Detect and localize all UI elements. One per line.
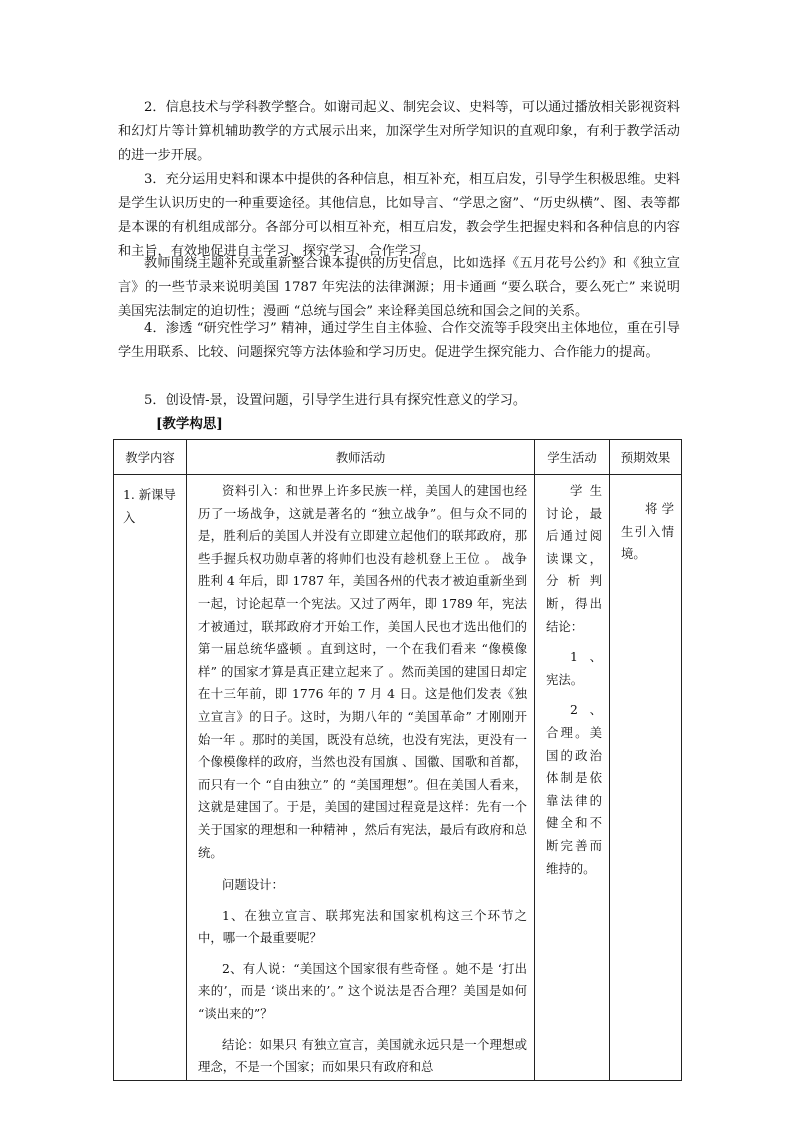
cell-teaching-content: [114, 475, 187, 1081]
conclusion-text: 结论：如果只 有独立宣言，美国就永远只是一个理想或理念，不是一个国家；而如果只有政府和总: [198, 1036, 527, 1075]
header-teaching-content: 教学内容: [114, 440, 187, 475]
teaching-content-text: 1. 新课导入: [123, 487, 176, 525]
paragraph-item-2: 2．信息技术与学科教学整合。如谢司起义、制宪会议、史料等，可以通过播放相关影视资料和幻灯片等计算机辅助教学的方式展示出来，加深学生对所学知识的直观印象，有利于教学活动的进一步开展。: [118, 100, 680, 163]
question-2: 2、有人说：“美国这个国家很有些奇怪 。她不是 ‘打出来的’，而是 ‘谈出来的’。” 这个说法是否合理？美国是如何 “谈出来的”？: [198, 960, 527, 1022]
cell-teacher-activity: [187, 475, 535, 1081]
question-design-label: 问题设计：: [222, 877, 284, 893]
student-answer-2: 2、合理。美国的政治体制是依靠法律的健全和不断完善而维持的。: [546, 702, 602, 876]
header-teacher-activity: 教师活动: [187, 440, 535, 475]
header-student-activity: 学生活动: [535, 440, 610, 475]
table-row: [114, 475, 682, 1081]
cell-student-activity: [535, 475, 610, 1081]
paragraph-item-3: 3．充分运用史料和课本中提供的各种信息，相互补充，相互启发，引导学生积极思维。史料是学生认识历史的一种重要途径。其他信息，比如导言、“学思之窗”、“历史纵横”、图、表等都是本课的有机组成部分。各部分可以相互补充，相互启发，教会学生把握史料和各种信息的内容和主旨，有效地促进自主学习、探究学习、合作学习。: [118, 172, 680, 259]
paragraph-teacher-integration: 教师围绕主题补充或重新整合课本提供的历史信息，比如选择《五月花号公约》和《独立宣言》的一些节录来说明美国 1787 年宪法的法律渊源；用卡通画 “要么联合，要么死亡” 来说明美国宪法制定的迫切性；漫画 “总统与国会” 来诠释美国总统和国会之间的关系。: [118, 256, 680, 319]
expected-effect-text: 将学生引入情境。: [621, 501, 674, 562]
teaching-plan-table: [113, 439, 682, 1081]
teacher-material-intro: 资料引入：和世界上许多民族一样，美国人的建国也经历了一场战争，这就是著名的 “独立战争”。但与众不同的是，胜利后的美国人并没有立即建立起他们的联邦政府，那些手握兵权功勋卓著的将帅们也没有趁机登上王位 。 战争胜利 4 年后，即 1787 年，美国各州的代表才被迫重新坐到一起，讨论起草一个宪法。又过了两年，即 1789 年，宪法才被通过，联邦政府才开始工作，美国人民也才选出他们的第一届总统华盛顿 。直到这时，一个在我们看来 “像模像样” 的国家才算是真正建立起来了 。然而美国的建国日却定在十三年前，即 1776 年的 7 月 4 日。这是他们发表《独立宣言》的日子。这时，为期八年的 “美国革命” 才刚刚开始一年 。那时的美国，既没有总统，也没有宪法，更没有一个像模像样的政府，当然也没有国旗 、国徽、国歌和首都，而只有一个 “自由独立” 的 “美国理想”。但在美国人看来，这就是建国了。于是，美国的建国过程竟是这样：先有一个关于国家的理想和一种精神 ，然后有宪法，最后有政府和总统。: [198, 483, 527, 860]
table-header-row: [114, 440, 682, 475]
student-answer-1: 1、宪法。: [546, 649, 602, 687]
header-expected-effect: 预期效果: [610, 440, 682, 475]
section-title: [教学构思]: [156, 416, 223, 432]
question-1: 1、在独立宣言、联邦宪法和国家机构这三个环节之中，哪一个最重要呢？: [198, 907, 527, 946]
paragraph-item-4: 4．渗透 “研究性学习” 精神，通过学生自主体验、合作交流等手段突出主体地位，重在引导学生用联系、比较、问题探究等方法体验和学习历史。促进学生探究能力、合作能力的提高。: [118, 321, 680, 360]
student-discussion: 学生讨论，最后通过阅读课文，分析判断，得出结论：: [546, 483, 602, 634]
cell-expected-effect: [610, 475, 682, 1081]
paragraph-item-5: 5．创设情-景，设置问题，引导学生进行具有探究性意义的学习。: [144, 393, 527, 408]
